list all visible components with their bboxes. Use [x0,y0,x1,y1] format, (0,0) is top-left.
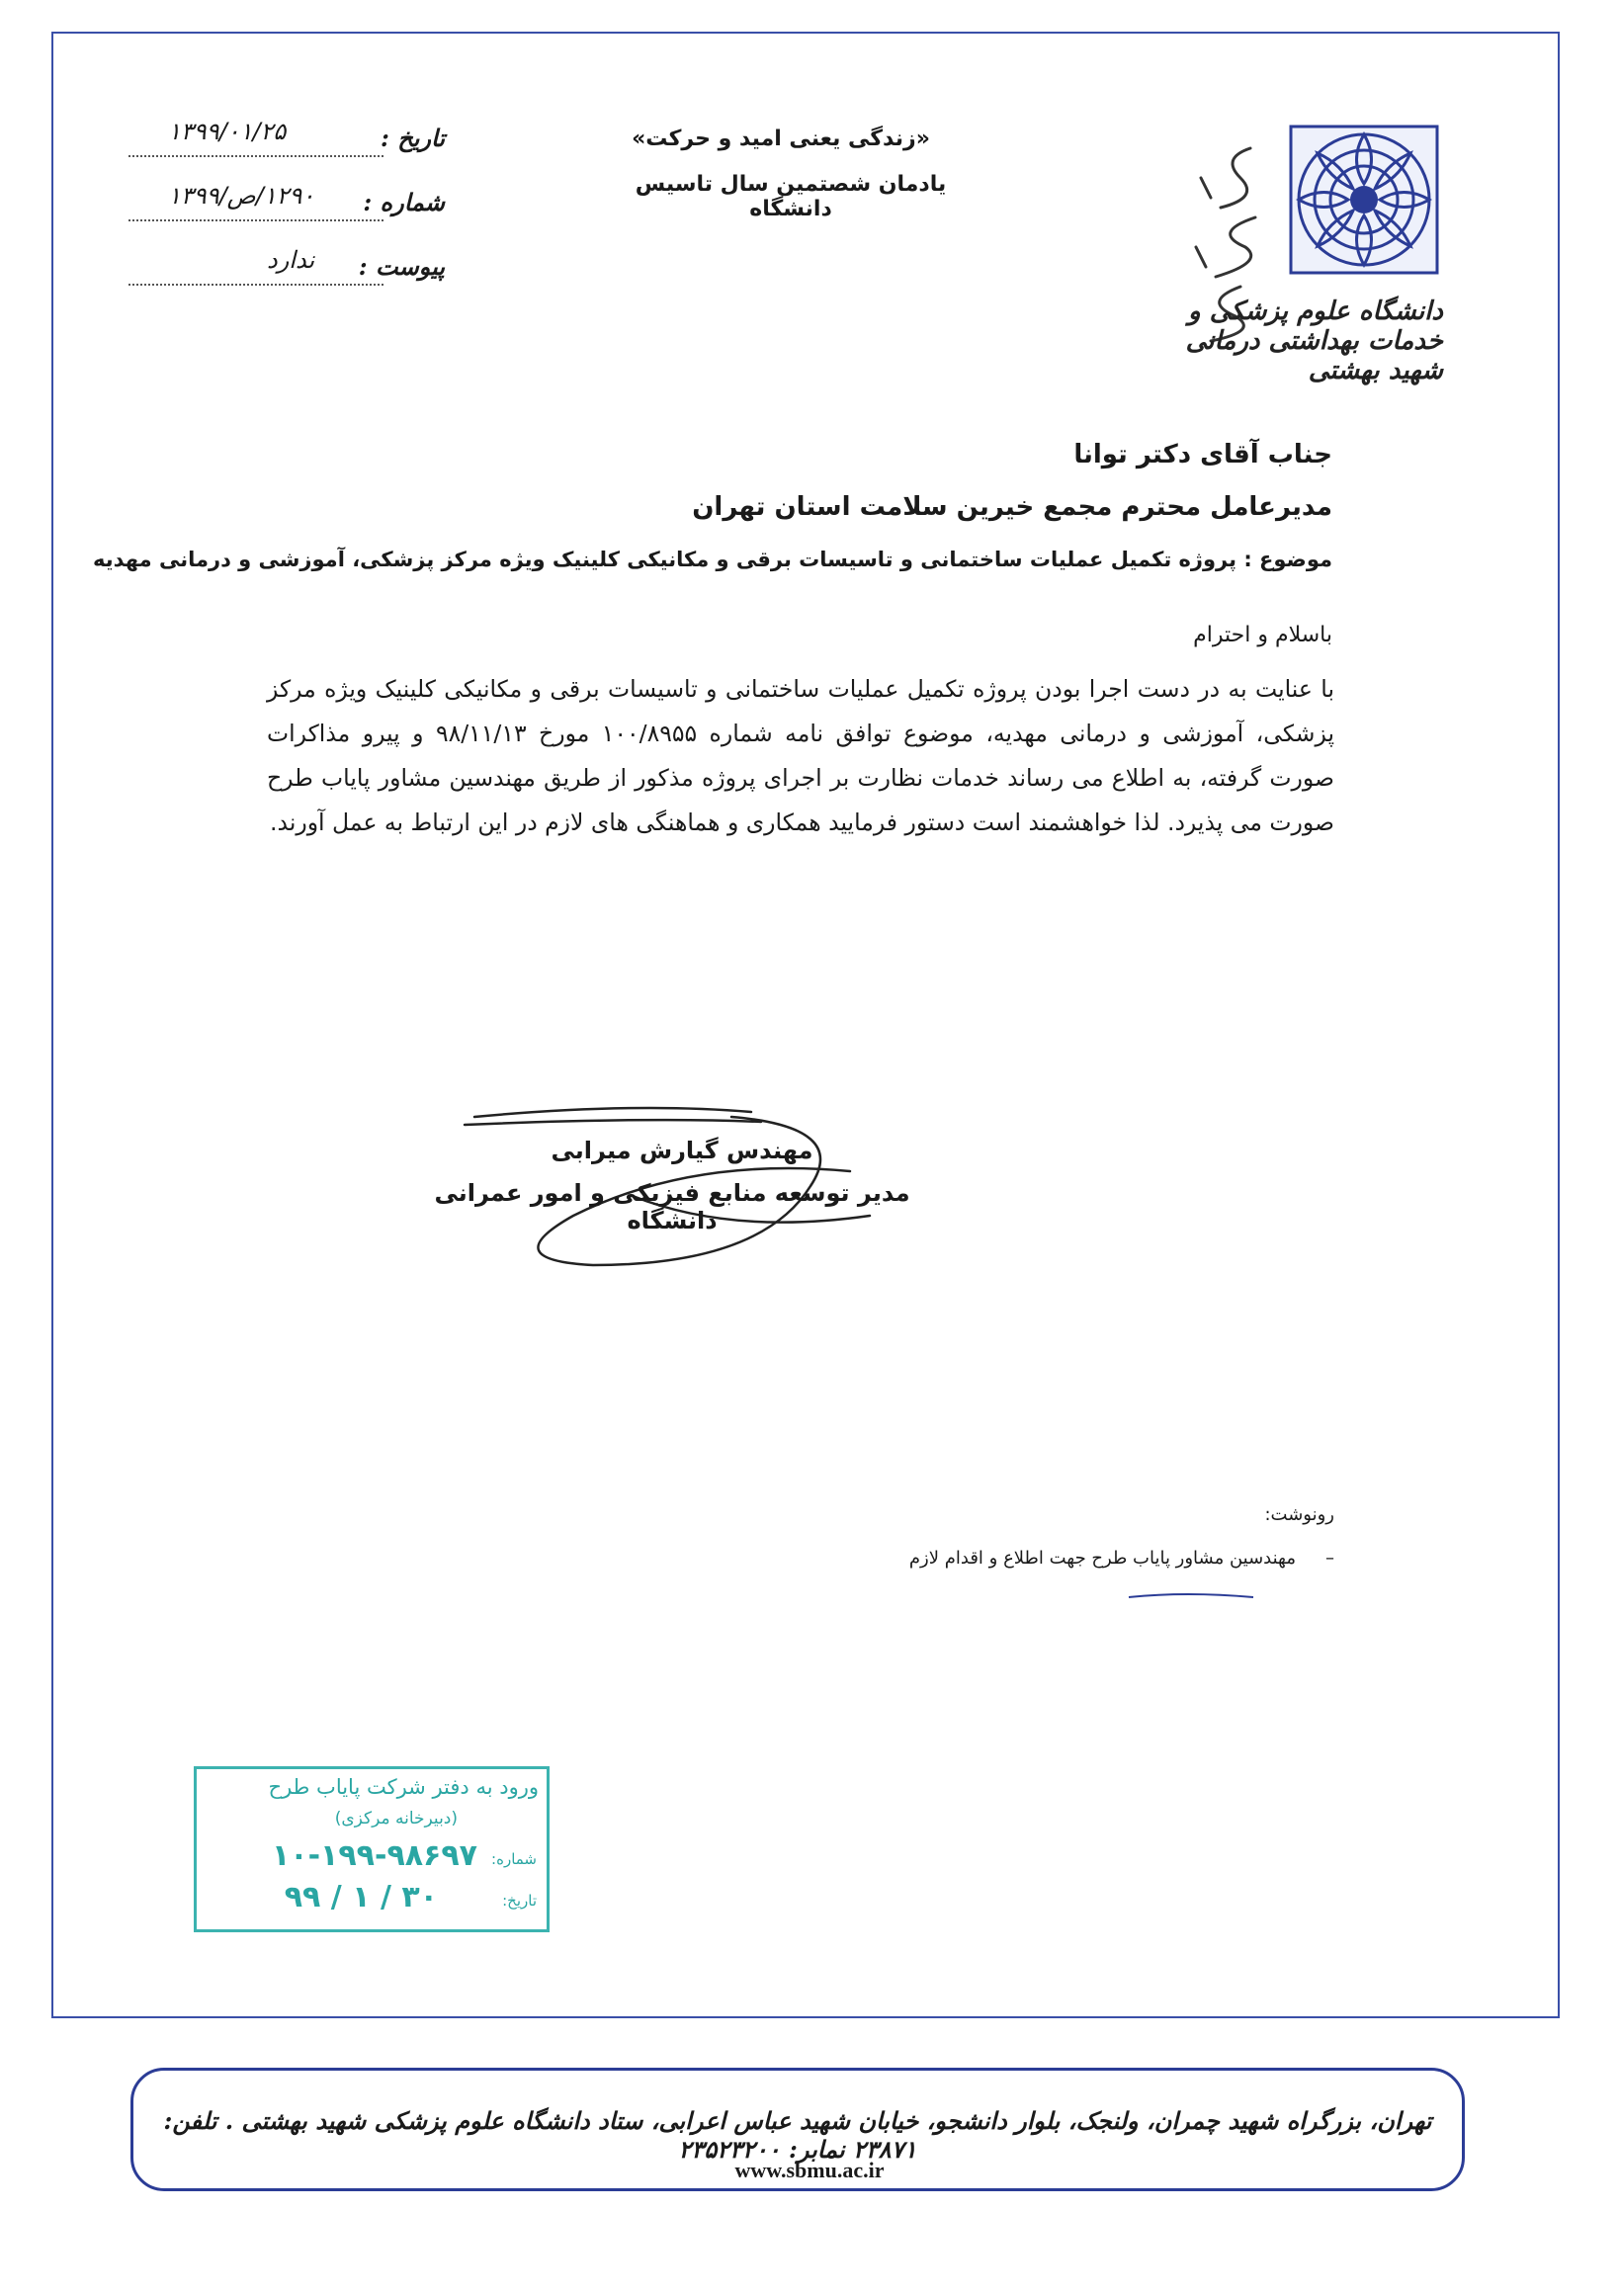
number-label: شماره : [363,188,445,216]
recipient-name: جناب آقای دکتر توانا [1073,440,1332,469]
recipient-title: مدیرعامل محترم مجمع خیرین سلامت استان تهران [692,492,1332,522]
footer-website: www.sbmu.ac.ir [734,2158,885,2182]
stamp-title: ورود به دفتر شرکت پایاب طرح [268,1775,539,1799]
letter-subject: موضوع : پروژه تکمیل عملیات ساختمانی و تاسیسات برقی و مکانیکی کلینیک ویژه مرکز پزشکی، آموزشی و درمانی مهدیه [93,548,1332,571]
motto-line-1: «زندگی یعنی امید و حرکت» [632,127,930,151]
date-dotted-line [128,155,383,157]
letter-greeting: باسلام و احترام [1193,623,1332,647]
cc-item [909,1548,1334,1569]
number-value: ۱۲۹۰/ص/۱۳۹۹ [168,182,315,210]
attachment-field [109,246,445,292]
cc-item-text: مهندسین مشاور پایاب طرح جهت اطلاع و اقدام لازم [908,1548,1296,1569]
cc-dash: – [1325,1548,1334,1569]
date-value: ۱۳۹۹/۰۱/۲۵ [168,118,287,145]
stamp-subtitle: (دبیرخانه مرکزی) [334,1809,458,1828]
letter-body: با عنایت به در دست اجرا بودن پروژه تکمیل عملیات ساختمانی و تاسیسات برقی و مکانیکی کلینیک ویژه مرکز پزشکی، آموزشی و درمانی مهدیه، موضوع توافق نامه شماره ۱۰۰/۸۹۵۵ مورخ ۹۸/۱۱/۱۳ و پیرو مذاکرات صورت گرفته، به اطلاع می رساند خدمات نظارت بر اجرای پروژه مذکور از طریق مهندسین مشاور پایاب طرح صورت می پذیرد. لذا خواهشمند است دستور فرمایید همکاری و هماهنگی های لازم در این ارتباط به عمل آورند. [267,675,1335,836]
number-dotted-line [128,219,383,221]
receipt-stamp [194,1766,550,1932]
signatory-title: مدیر توسعه منابع فیزیکی و امور عمرانی دانشگاه [434,1179,910,1234]
university-logo-icon [1285,121,1443,279]
stamp-date-value: ۳۰ / ۱ / ۹۹ [284,1880,438,1914]
university-name: دانشگاه علوم پزشکی و خدمات بهداشتی درمانی شهید بهشتی [1185,297,1443,385]
stamp-number-label: شماره: [491,1850,537,1868]
stamp-number-value: ۱۰-۱۹۹-۹۸۶۹۷ [271,1838,477,1873]
signatory-name: مهندس گیارش میرابی [551,1137,813,1164]
attachment-dotted-line [128,284,383,286]
attachment-value: ندارد [267,246,315,274]
cc-label: رونوشت: [1264,1504,1334,1525]
attachment-label: پیوست : [358,252,445,281]
stamp-date-label: تاریخ: [502,1892,537,1910]
date-label: تاریخ : [381,124,445,152]
date-field [109,118,445,163]
motto-line-2: یادمان شصتمین سال تاسیس دانشگاه [635,172,947,221]
number-field [109,182,445,227]
cc-underline-icon [1127,1589,1255,1603]
footer-address: تهران، بزرگراه شهید چمران، ولنجک، بلوار دانشجو، خیابان شهید عباس اعرابی، ستاد دانشگاه علوم پزشکی شهید بهشتی . تلفن: ۲۳۸۷۱ نمابر: ۲۳۵۲۳۲۰۰ [163,2106,1432,2164]
